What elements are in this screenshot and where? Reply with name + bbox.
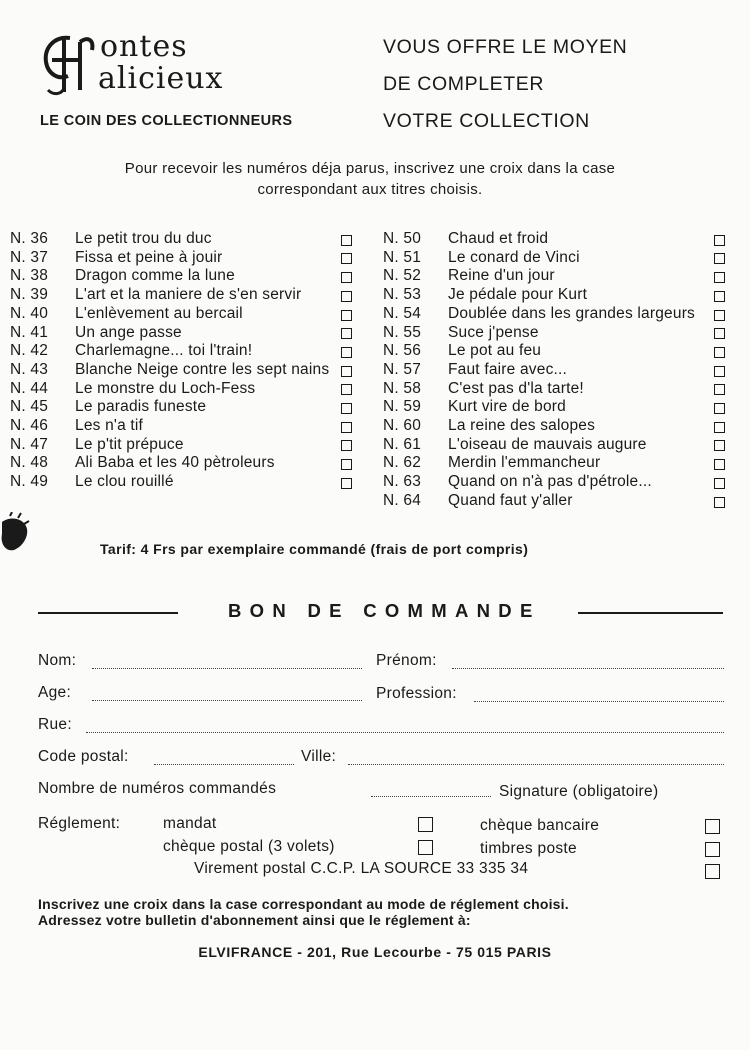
issue-checkbox[interactable]: [341, 235, 352, 246]
issue-row: [383, 305, 728, 324]
collectors-corner-heading: LE COIN DES COLLECTIONNEURS: [40, 113, 293, 129]
issue-title: Dragon comme la lune: [75, 267, 235, 285]
timbres-label: timbres poste: [480, 840, 577, 857]
issue-number: N. 59: [383, 398, 422, 416]
issue-number: N. 61: [383, 435, 422, 453]
issue-row: [10, 342, 360, 361]
virement-label: Virement postal C.C.P. LA SOURCE 33 335 34: [194, 860, 529, 877]
order-form-title: BON DE COMMANDE: [228, 600, 541, 621]
issue-number: N. 56: [383, 342, 422, 360]
issue-checkbox[interactable]: [714, 310, 725, 321]
issue-checkbox[interactable]: [341, 384, 352, 395]
cheque-bancaire-checkbox[interactable]: [705, 819, 720, 834]
issue-row: [10, 305, 360, 324]
rue-field[interactable]: [86, 731, 724, 733]
issue-title: Le p'tit prépuce: [75, 435, 184, 453]
issue-number: N. 48: [10, 454, 49, 472]
issue-number: N. 53: [383, 286, 422, 304]
cheque-bancaire-label: chèque bancaire: [480, 817, 600, 834]
profession-label: Profession:: [376, 685, 457, 702]
promo-line-3: VOTRE COLLECTION: [383, 110, 590, 132]
issue-checkbox[interactable]: [714, 403, 725, 414]
quantity-field[interactable]: [371, 795, 491, 797]
issue-title: L'oiseau de mauvais augure: [448, 435, 647, 453]
issue-row: [383, 473, 728, 492]
issue-title: Le paradis funeste: [75, 398, 207, 416]
issue-number: N. 57: [383, 360, 422, 378]
issue-number: N. 43: [10, 360, 49, 378]
issue-title: Faut faire avec...: [448, 360, 568, 378]
issue-row: [383, 492, 728, 511]
issue-number: N. 41: [10, 323, 49, 341]
issue-title: Kurt vire de bord: [448, 398, 566, 416]
issue-checkbox[interactable]: [714, 478, 725, 489]
issue-number: N. 55: [383, 323, 422, 341]
issue-row: [10, 398, 360, 417]
issue-number: N. 58: [383, 379, 422, 397]
issue-row: [10, 267, 360, 286]
rue-label: Rue:: [38, 716, 72, 733]
nom-label: Nom:: [38, 652, 77, 669]
contes-malicieux-logo: [40, 30, 250, 100]
issue-checkbox[interactable]: [341, 328, 352, 339]
publisher-address: ELVIFRANCE - 201, Rue Lecourbe - 75 015 PARIS: [198, 944, 552, 960]
issue-checkbox[interactable]: [714, 347, 725, 358]
issue-checkbox[interactable]: [341, 459, 352, 470]
logo-line-1: ontes: [100, 29, 188, 64]
promo-line-1: VOUS OFFRE LE MOYEN: [383, 36, 628, 58]
age-label: Age:: [38, 684, 72, 701]
issue-title: Ali Baba et les 40 pètroleurs: [75, 454, 275, 472]
issue-row: [383, 249, 728, 268]
issue-number: N. 37: [10, 248, 49, 266]
issue-checkbox[interactable]: [341, 403, 352, 414]
issue-checkbox[interactable]: [341, 366, 352, 377]
ville-field[interactable]: [348, 763, 724, 765]
issue-title: Suce j'pense: [448, 323, 539, 341]
issue-number: N. 40: [10, 304, 49, 322]
issue-checkbox[interactable]: [714, 440, 725, 451]
issue-row: [10, 361, 360, 380]
issue-checkbox[interactable]: [714, 366, 725, 377]
issue-title: C'est pas d'la tarte!: [448, 379, 584, 397]
issue-row: [383, 380, 728, 399]
issue-row: [383, 342, 728, 361]
issue-title: Blanche Neige contre les sept nains: [75, 360, 330, 378]
issue-title: Je pédale pour Kurt: [448, 286, 588, 304]
issue-row: [383, 454, 728, 473]
issue-number: N. 39: [10, 286, 49, 304]
issue-number: N. 44: [10, 379, 49, 397]
divider-left: [38, 612, 178, 614]
issue-title: L'enlèvement au bercail: [75, 304, 243, 322]
prenom-label: Prénom:: [376, 652, 437, 669]
issue-title: Le clou rouillé: [75, 473, 174, 491]
issue-checkbox[interactable]: [714, 235, 725, 246]
issue-checkbox[interactable]: [341, 422, 352, 433]
issue-number: N. 38: [10, 267, 49, 285]
mandat-label: mandat: [163, 815, 217, 832]
issue-row: [10, 286, 360, 305]
issue-title: Le petit trou du duc: [75, 230, 212, 247]
instructions-line-2: Adressez votre bulletin d'abonnement ainsi que le réglement à:: [38, 912, 471, 928]
issue-checkbox[interactable]: [714, 272, 725, 283]
issue-checkbox[interactable]: [714, 459, 725, 470]
issue-row: [10, 473, 360, 492]
issue-row: [383, 324, 728, 343]
timbres-checkbox[interactable]: [705, 842, 720, 857]
payment-label: Réglement:: [38, 815, 121, 832]
issue-row: [383, 436, 728, 455]
issue-number: N. 54: [383, 304, 422, 322]
instructions-line-1: Inscrivez une croix dans la case correspondant au mode de réglement choisi.: [38, 896, 569, 912]
issue-number: N. 64: [383, 491, 422, 509]
cheque-postal-checkbox[interactable]: [418, 840, 433, 855]
issue-title: L'art et la maniere de s'en servir: [75, 286, 302, 304]
issue-title: Merdin l'emmancheur: [448, 454, 601, 472]
issue-number: N. 63: [383, 473, 422, 491]
price-note: Tarif: 4 Frs par exemplaire commandé (frais de port compris): [100, 541, 529, 557]
issue-title: Le conard de Vinci: [448, 248, 580, 266]
issue-row: [10, 436, 360, 455]
issue-row: [383, 361, 728, 380]
prenom-field[interactable]: [452, 667, 724, 669]
issue-row: [383, 230, 728, 249]
issue-title: Reine d'un jour: [448, 267, 555, 285]
issue-row: [10, 249, 360, 268]
nom-field[interactable]: [92, 667, 362, 669]
issue-row: [383, 267, 728, 286]
issue-number: N. 45: [10, 398, 49, 416]
issue-list-right: [383, 230, 728, 511]
code-postal-label: Code postal:: [38, 748, 129, 765]
issue-row: [10, 454, 360, 473]
issue-row: [10, 324, 360, 343]
profession-field[interactable]: [474, 700, 724, 702]
order-form-header: [38, 600, 723, 624]
promo-line-2: DE COMPLETER: [383, 73, 545, 95]
logo-line-2: alicieux: [98, 61, 224, 96]
issue-checkbox[interactable]: [341, 253, 352, 264]
issue-checkbox[interactable]: [714, 253, 725, 264]
quantity-label: Nombre de numéros commandés: [38, 780, 277, 797]
issue-row: [10, 230, 360, 249]
issue-title: Le pot au feu: [448, 342, 542, 360]
issue-number: N. 60: [383, 417, 422, 435]
issue-title: Le monstre du Loch-Fess: [75, 379, 256, 397]
ink-blot-icon: [0, 512, 30, 554]
issue-number: N. 52: [383, 267, 422, 285]
issue-list-left: [10, 230, 360, 492]
issue-title: La reine des salopes: [448, 417, 596, 435]
issue-checkbox[interactable]: [714, 328, 725, 339]
divider-right: [578, 612, 723, 614]
issue-checkbox[interactable]: [341, 440, 352, 451]
issue-checkbox[interactable]: [714, 384, 725, 395]
issue-checkbox[interactable]: [714, 422, 725, 433]
issue-title: Charlemagne... toi l'train!: [75, 342, 253, 360]
issue-number: N. 42: [10, 342, 49, 360]
age-field[interactable]: [92, 699, 362, 701]
issue-number: N. 36: [10, 230, 49, 247]
issue-row: [383, 398, 728, 417]
issue-title: Chaud et froid: [448, 230, 549, 247]
intro-line-1: Pour recevoir les numéros déja parus, inscrivez une croix dans la case: [124, 160, 616, 177]
ville-label: Ville:: [301, 748, 337, 765]
issue-checkbox[interactable]: [714, 291, 725, 302]
issue-number: N. 51: [383, 248, 422, 266]
issue-checkbox[interactable]: [341, 272, 352, 283]
issue-title: Quand on n'à pas d'pétrole...: [448, 473, 652, 491]
issue-checkbox[interactable]: [341, 478, 352, 489]
issue-title: Doublée dans les grandes largeurs: [448, 304, 696, 322]
issue-title: Un ange passe: [75, 323, 182, 341]
issue-row: [10, 417, 360, 436]
signature-label: Signature (obligatoire): [499, 783, 659, 800]
instructions: [38, 896, 569, 928]
issue-row: [10, 380, 360, 399]
issue-checkbox[interactable]: [341, 291, 352, 302]
issue-checkbox[interactable]: [341, 347, 352, 358]
issue-number: N. 47: [10, 435, 49, 453]
virement-checkbox[interactable]: [705, 864, 720, 879]
issue-number: N. 50: [383, 230, 422, 247]
issue-row: [383, 417, 728, 436]
intro-text: [20, 158, 720, 200]
intro-line-2: correspondant aux titres choisis.: [257, 181, 483, 198]
issue-title: Quand faut y'aller: [448, 491, 573, 509]
mandat-checkbox[interactable]: [418, 817, 433, 832]
code-postal-field[interactable]: [154, 763, 294, 765]
issue-number: N. 49: [10, 473, 49, 491]
issue-row: [383, 286, 728, 305]
issue-title: Les n'a tif: [75, 417, 144, 435]
issue-number: N. 62: [383, 454, 422, 472]
issue-checkbox[interactable]: [714, 497, 725, 508]
issue-checkbox[interactable]: [341, 310, 352, 321]
cheque-postal-label: chèque postal (3 volets): [163, 838, 335, 855]
issue-number: N. 46: [10, 417, 49, 435]
issue-title: Fissa et peine à jouir: [75, 248, 223, 266]
